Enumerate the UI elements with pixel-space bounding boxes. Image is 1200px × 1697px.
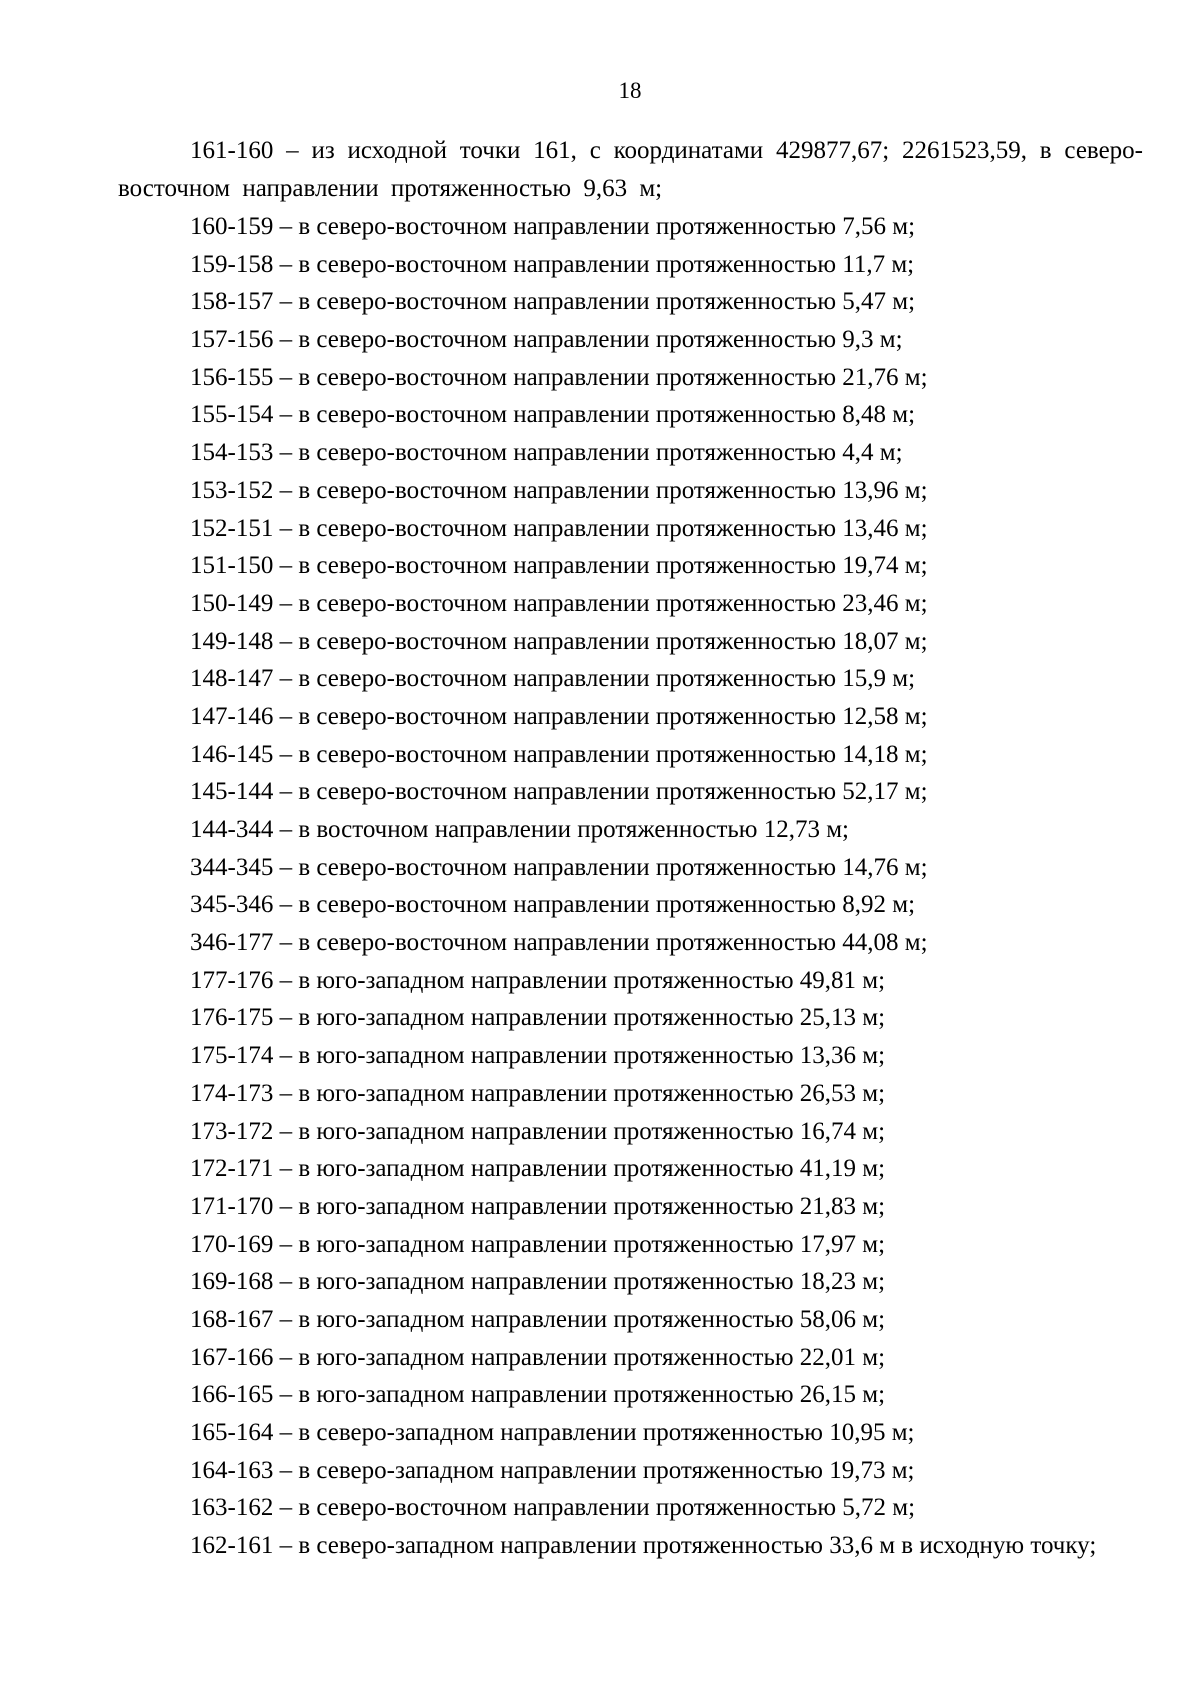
page-number: 18 [618, 78, 642, 103]
segment-line: 170-169 – в юго-западном направлении протяженностью 17,97 м; [190, 1230, 886, 1258]
segment-line: 148-147 – в северо-восточном направлении протяженностью 15,9 м; [190, 665, 916, 693]
segment-line: 176-175 – в юго-западном направлении протяженностью 25,13 м; [190, 1004, 886, 1032]
segment-line: 168-167 – в юго-западном направлении протяженностью 58,06 м; [190, 1305, 886, 1333]
segment-line: 145-144 – в северо-восточном направлении протяженностью 52,17 м; [190, 778, 928, 806]
segment-line: 158-157 – в северо-восточном направлении протяженностью 5,47 м; [190, 288, 916, 316]
segment-line: 169-168 – в юго-западном направлении протяженностью 18,23 м; [190, 1268, 886, 1296]
first-paragraph: 161-160 – из исходной точки 161, с координатами 429877,67; 2261523,59, в северо-восточном направлении протяженностью 9,63 м; [118, 137, 1143, 202]
segment-line: 156-155 – в северо-восточном направлении протяженностью 21,76 м; [190, 363, 928, 391]
segment-line: 167-166 – в юго-западном направлении протяженностью 22,01 м; [190, 1343, 886, 1371]
segment-line: 175-174 – в юго-западном направлении протяженностью 13,36 м; [190, 1042, 886, 1070]
segment-line: 144-344 – в восточном направлении протяженностью 12,73 м; [190, 816, 849, 843]
segment-line: 166-165 – в юго-западном направлении протяженностью 26,15 м; [190, 1381, 886, 1409]
segment-line: 152-151 – в северо-восточном направлении протяженностью 13,46 м; [190, 514, 928, 542]
segment-line: 149-148 – в северо-восточном направлении протяженностью 18,07 м; [190, 627, 928, 655]
document-body [118, 132, 1143, 1565]
segment-line: 171-170 – в юго-западном направлении протяженностью 21,83 м; [190, 1192, 886, 1220]
segment-line: 346-177 – в северо-восточном направлении протяженностью 44,08 м; [190, 929, 928, 957]
segment-line: 345-346 – в северо-восточном направлении протяженностью 8,92 м; [190, 891, 916, 919]
segment-line: 150-149 – в северо-восточном направлении протяженностью 23,46 м; [190, 589, 928, 617]
segment-line: 163-162 – в северо-восточном направлении протяженностью 5,72 м; [190, 1494, 916, 1522]
segment-line: 165-164 – в северо-западном направлении протяженностью 10,95 м; [190, 1419, 915, 1446]
segment-line: 173-172 – в юго-западном направлении протяженностью 16,74 м; [190, 1117, 886, 1145]
segment-line: 159-158 – в северо-восточном направлении протяженностью 11,7 м; [190, 250, 915, 278]
segment-line: 157-156 – в северо-восточном направлении протяженностью 9,3 м; [190, 326, 903, 354]
segment-line: 172-171 – в юго-западном направлении протяженностью 41,19 м; [190, 1155, 886, 1183]
segment-line: 155-154 – в северо-восточном направлении протяженностью 8,48 м; [190, 401, 916, 429]
segment-line: 146-145 – в северо-восточном направлении протяженностью 14,18 м; [190, 740, 928, 768]
segment-line: 344-345 – в северо-восточном направлении протяженностью 14,76 м; [190, 853, 928, 881]
segment-line: 160-159 – в северо-восточном направлении протяженностью 7,56 м; [190, 213, 916, 240]
segment-line: 153-152 – в северо-восточном направлении протяженностью 13,96 м; [190, 476, 928, 504]
last-paragraph: 162-161 – в северо-западном направлении протяженностью 33,6 м в исходную точку; [190, 1532, 1097, 1560]
segment-line: 151-150 – в северо-восточном направлении протяженностью 19,74 м; [190, 552, 928, 580]
segment-line: 147-146 – в северо-восточном направлении протяженностью 12,58 м; [190, 702, 928, 730]
segment-line: 164-163 – в северо-западном направлении протяженностью 19,73 м; [190, 1456, 915, 1484]
segment-line: 154-153 – в северо-восточном направлении протяженностью 4,4 м; [190, 439, 903, 467]
segment-line: 174-173 – в юго-западном направлении протяженностью 26,53 м; [190, 1079, 886, 1107]
segment-list [118, 208, 1143, 1527]
segment-line: 177-176 – в юго-западном направлении протяженностью 49,81 м; [190, 966, 886, 994]
